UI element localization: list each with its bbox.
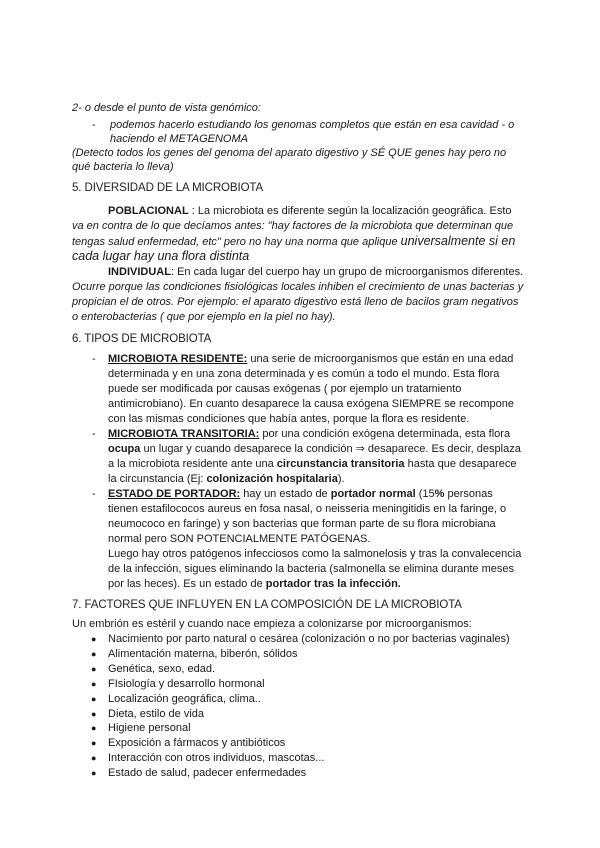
bullet-item: Estado de salud, padecer enfermedades bbox=[108, 767, 307, 779]
paragraph-line: Un embrión es estéril y cuando nace empieza a colonizarse por microorganismos: bbox=[72, 618, 472, 630]
item-text: normal pero SON POTENCIALMENTE PATÓGENAS. bbox=[108, 533, 371, 545]
term-label: ESTADO DE PORTADOR: bbox=[108, 488, 241, 500]
item-text: una serie de microorganismos que están en una edad bbox=[247, 353, 514, 365]
term-label: INDIVIDUAL bbox=[108, 266, 171, 278]
emphasis-text: circunstancia transitoria bbox=[276, 458, 405, 470]
term-label: MICROBIOTA TRANSITORIA: bbox=[108, 428, 260, 440]
item-text-part: hay un estado de bbox=[240, 488, 331, 500]
emphasis-text: portador tras la infección. bbox=[265, 578, 401, 590]
bullet-icon: ● bbox=[91, 694, 97, 704]
paragraph-text: : La microbiota es diferente según la localización geográfica. Esto bbox=[188, 205, 512, 217]
intro-note-cont: qué bacteria lo lleva) bbox=[72, 161, 174, 173]
item-text bbox=[108, 457, 516, 471]
paragraph-text: tengas salud enfermedad, etc" pero no hay una norma que aplique bbox=[72, 236, 401, 248]
section-heading: 5. DIVERSIDAD DE LA MICROBIOTA bbox=[72, 182, 264, 194]
item-text: antimicrobiano). En cuanto desaparece la causa exógena SIEMPRE se recompone bbox=[108, 398, 515, 410]
bullet-icon: ● bbox=[91, 664, 97, 674]
item-text-part: un lugar y cuando desaparece la condición ⇒ desaparece. Es decir, desplaza bbox=[140, 443, 521, 455]
bullet-icon: ● bbox=[91, 679, 97, 689]
paragraph-line bbox=[108, 204, 512, 218]
emphasis-text: colonización hospitalaria bbox=[206, 473, 338, 485]
item-text: con las mismas condiciones que había antes, porque la flora es residente. bbox=[108, 413, 470, 425]
section-heading: 7. FACTORES QUE INFLUYEN EN LA COMPOSICIÓN DE LA MICROBIOTA bbox=[72, 599, 462, 611]
paragraph-line: propician el de otros. Por ejemplo: el aparato digestivo está lleno de bacilos gram negativos bbox=[72, 296, 519, 308]
bullet-item: Alimentación materna, biberón, sólidos bbox=[108, 648, 298, 660]
emphasis-text: ocupa bbox=[108, 443, 141, 455]
item-text: por una condición exógena determinada, esta flora bbox=[259, 428, 511, 440]
intro-dash-text-cont: haciendo el METAGENOMA bbox=[110, 133, 248, 145]
paragraph-text: : En cada lugar del cuerpo hay un grupo de microorganismos diferentes. bbox=[170, 266, 524, 278]
item-text bbox=[108, 442, 521, 456]
item-text: puede ser modificada por causas exógenas ( por ejemplo un tratamiento bbox=[108, 383, 462, 395]
item-text-part: personas bbox=[444, 488, 493, 500]
intro-dash-text: podemos hacerlo estudiando los genomas completos que están en esa cavidad - o bbox=[110, 119, 515, 131]
bullet-icon: ● bbox=[91, 753, 97, 763]
section-heading: 6. TIPOS DE MICROBIOTA bbox=[72, 333, 212, 345]
bullet-icon: ● bbox=[91, 649, 97, 659]
term-label: MICROBIOTA RESIDENTE: bbox=[108, 353, 248, 365]
bullet-item: FIsiología y desarrollo hormonal bbox=[108, 678, 265, 690]
list-item bbox=[108, 487, 493, 501]
term-label: POBLACIONAL bbox=[108, 205, 189, 217]
list-item bbox=[108, 352, 513, 366]
item-text-part: ). bbox=[337, 473, 345, 485]
bullet-item: Dieta, estilo de vida bbox=[108, 708, 204, 720]
paragraph-line: va en contra de lo que decíamos antes: "hay factores de la microbiota que determinan que bbox=[72, 220, 514, 232]
list-item bbox=[108, 427, 510, 441]
bullet-item: Higiene personal bbox=[108, 722, 191, 734]
intro-note: (Detecto todos los genes del genoma del aparato digestivo y SÉ QUE genes hay pero no bbox=[72, 147, 507, 159]
item-text-part: a la microbiota residente ante una bbox=[108, 458, 277, 470]
intro-line: 2- o desde el punto de vista genómico: bbox=[72, 102, 261, 114]
item-text-part: hasta que desaparece bbox=[404, 458, 517, 470]
bullet-icon: ● bbox=[91, 709, 97, 719]
paragraph-line: Ocurre porque las condiciones fisiológicas locales inhiben el crecimiento de unas bacterias y bbox=[72, 281, 524, 293]
item-text-part: (15 bbox=[415, 488, 435, 500]
emphasis-text: % bbox=[434, 488, 445, 500]
dash-marker: - bbox=[92, 353, 96, 365]
bullet-icon: ● bbox=[91, 723, 97, 733]
bullet-item: Interacción con otros individuos, mascotas... bbox=[108, 752, 325, 764]
bullet-item: Exposición a fármacos y antibióticos bbox=[108, 737, 286, 749]
emphasis-text: portador normal bbox=[330, 488, 416, 500]
dash-marker: - bbox=[92, 119, 96, 131]
bullet-icon: ● bbox=[91, 634, 97, 644]
bullet-item: Nacimiento por parto natural o cesárea (colonización o no por bacterias vaginales) bbox=[108, 633, 510, 645]
item-text: de la infección, sigues eliminando la bacteria (salmonella se elimina durante meses bbox=[108, 563, 514, 575]
paragraph-line: cada lugar hay una flora distinta bbox=[72, 249, 250, 263]
paragraph-line bbox=[108, 265, 523, 279]
emphasis-text: universalmente si en bbox=[400, 234, 516, 248]
item-text: tienen estafilococos aureus en fosa nasal, o neisseria meningitidis en la faringe, o bbox=[108, 503, 507, 515]
item-text bbox=[108, 472, 345, 486]
bullet-item: Genética, sexo, edad. bbox=[108, 663, 216, 675]
item-text: Luego hay otros patógenos infecciosos como la salmonelosis y tras la convalecencia bbox=[108, 548, 522, 560]
item-text bbox=[108, 577, 401, 591]
paragraph-line: o enterobacterias ( que por ejemplo en la piel no hay). bbox=[72, 311, 336, 323]
item-text: determinada y en una zona determinada y es común a todo el mundo. Esta flora bbox=[108, 368, 500, 380]
item-text-part: la circunstancia (Ej: bbox=[108, 473, 207, 485]
bullet-icon: ● bbox=[91, 768, 97, 778]
paragraph-line bbox=[72, 234, 515, 249]
dash-marker: - bbox=[92, 488, 96, 500]
dash-marker: - bbox=[92, 428, 96, 440]
item-text: neumococo en faringe) y son bacterias que forman parte de su flora microbiana bbox=[108, 518, 496, 530]
bullet-icon: ● bbox=[91, 738, 97, 748]
item-text-part: por las heces). Es un estado de bbox=[108, 578, 266, 590]
bullet-item: Localización geográfica, clima.. bbox=[108, 693, 261, 705]
